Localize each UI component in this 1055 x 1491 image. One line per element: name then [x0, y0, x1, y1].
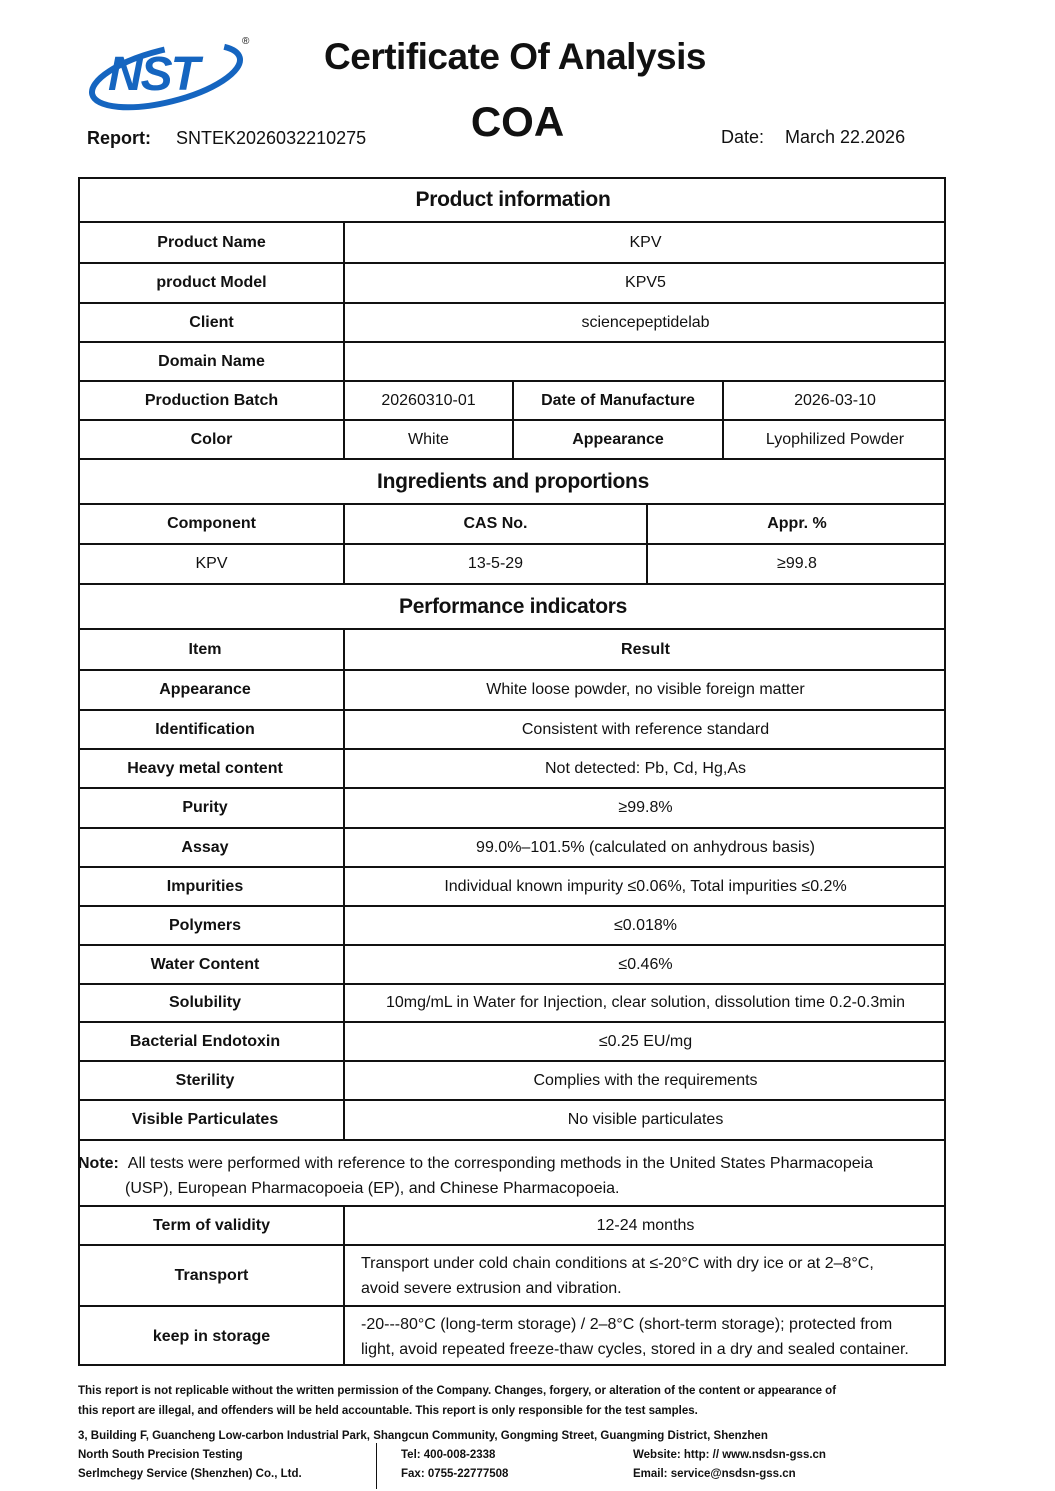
- note-label: Note:: [78, 1155, 119, 1172]
- item-polymers: Polymers: [168, 916, 242, 934]
- svg-text:®: ®: [242, 36, 250, 47]
- storage-label: keep in storage: [152, 1327, 271, 1345]
- result-header: Result: [621, 640, 670, 658]
- product-info-heading: Product information: [415, 188, 611, 211]
- cas-value: 13-5-29: [467, 555, 524, 572]
- item-water-content: Water Content: [150, 955, 260, 973]
- appearance-label: Appearance: [572, 430, 664, 448]
- performance-heading: Performance indicators: [399, 594, 627, 618]
- item-appearance: Appearance: [159, 681, 251, 698]
- company-website: Website: http: // www.nsdsn-gss.cn: [633, 1449, 826, 1461]
- storage-line1: -20---80°C (long-term storage) / 2–8°C (short-term storage); protected from: [361, 1315, 893, 1333]
- item-heavy-metal: Heavy metal content: [127, 759, 283, 777]
- cas-header: CAS No.: [463, 515, 528, 532]
- product-name-value: KPV: [629, 233, 662, 251]
- company-fax: Fax: 0755-22777508: [401, 1468, 509, 1480]
- ingredients-heading: Ingredients and proportions: [377, 469, 649, 493]
- item-header: Item: [188, 640, 222, 658]
- appr-value: ≥99.8: [777, 555, 817, 572]
- result-endotoxin: ≤0.25 EU/mg: [598, 1032, 693, 1050]
- test-note: [78, 1151, 938, 1201]
- transport-label: Transport: [174, 1266, 249, 1284]
- domain-name-value: [345, 343, 946, 380]
- product-name-label: Product Name: [157, 233, 266, 251]
- company-name-line1: North South Precision Testing: [78, 1449, 243, 1461]
- result-polymers: ≤0.018%: [613, 916, 678, 934]
- transport-line2: avoid severe extrusion and vibration.: [361, 1279, 622, 1297]
- result-heavy-metal: Not detected: Pb, Cd, Hg,As: [545, 759, 746, 777]
- term-label: Term of validity: [152, 1216, 271, 1234]
- storage-line2: light, avoid repeated freeze-thaw cycles, stored in a dry and sealed container.: [361, 1340, 909, 1358]
- result-appearance: White loose powder, no visible foreign matter: [486, 681, 805, 698]
- result-particulates: No visible particulates: [567, 1111, 724, 1128]
- domain-name-label: Domain Name: [158, 352, 265, 370]
- item-purity: Purity: [182, 799, 228, 816]
- date-label: Date:: [721, 127, 765, 147]
- result-sterility: Complies with the requirements: [533, 1071, 758, 1089]
- note-text-line2: (USP), European Pharmacopoeia (EP), and Chinese Pharmacopoeia.: [125, 1180, 620, 1197]
- document-title: Certificate Of Analysis: [324, 36, 706, 77]
- company-email: Email: service@nsdsn-gss.cn: [633, 1468, 796, 1480]
- component-value: KPV: [195, 555, 228, 572]
- manufacture-date-value: 2026-03-10: [794, 391, 876, 409]
- item-particulates: Visible Particulates: [131, 1111, 279, 1128]
- result-assay: 99.0%–101.5% (calculated on anhydrous basis): [476, 838, 815, 856]
- item-assay: Assay: [181, 838, 229, 856]
- storage-value: [345, 1307, 946, 1366]
- result-impurities: Individual known impurity ≤0.06%, Total impurities ≤0.2%: [444, 877, 847, 895]
- result-purity: ≥99.8%: [618, 799, 673, 816]
- company-logo: [86, 32, 256, 112]
- item-solubility: Solubility: [169, 994, 241, 1011]
- svg-text:NST: NST: [108, 48, 198, 101]
- product-model-value: KPV5: [625, 274, 666, 291]
- term-value: 12-24 months: [596, 1216, 695, 1234]
- color-value: White: [408, 430, 449, 448]
- manufacture-date-label: Date of Manufacture: [541, 391, 695, 409]
- product-model-label: product Model: [156, 274, 267, 291]
- appr-header: Appr. %: [767, 515, 827, 532]
- disclaimer-line2: this report are illegal, and offenders will be held accountable. This report is only responsible for the test samples.: [78, 1405, 698, 1417]
- disclaimer-line1: This report is not replicable without the written permission of the Company. Changes, forgery, or alteration of the content or appearance of: [78, 1385, 837, 1397]
- appearance-value: Lyophilized Powder: [765, 430, 905, 448]
- company-name-line2: Serlmchegy Service (Shenzhen) Co., Ltd.: [78, 1468, 302, 1480]
- color-label: Color: [190, 430, 233, 448]
- company-address: 3, Building F, Guancheng Low-carbon Industrial Park, Shangcun Community, Gongming Street, Guangming District, Shenzhen: [78, 1430, 768, 1442]
- production-batch-value: 20260310-01: [381, 391, 476, 409]
- report-number: SNTEK2026032210275: [176, 128, 367, 148]
- production-batch-label: Production Batch: [144, 391, 279, 409]
- item-impurities: Impurities: [166, 877, 244, 895]
- note-text-line1: All tests were performed with reference to the corresponding methods in the United States Pharmacopeia: [127, 1155, 874, 1172]
- client-label: Client: [189, 313, 234, 331]
- report-label: Report:: [87, 128, 151, 148]
- result-identification: Consistent with reference standard: [521, 720, 770, 738]
- component-header: Component: [167, 515, 256, 532]
- result-solubility: 10mg/mL in Water for Injection, clear solution, dissolution time 0.2-0.3min: [385, 994, 906, 1011]
- footer-divider: [376, 1443, 377, 1489]
- result-water-content: ≤0.46%: [618, 955, 673, 973]
- document-subtitle: COA: [470, 98, 565, 145]
- item-identification: Identification: [155, 720, 255, 738]
- company-tel: Tel: 400-008-2338: [401, 1449, 496, 1461]
- item-sterility: Sterility: [175, 1071, 235, 1089]
- disclaimer: [78, 1381, 946, 1421]
- item-endotoxin: Bacterial Endotoxin: [129, 1032, 281, 1050]
- transport-line1: Transport under cold chain conditions at ≤-20°C with dry ice or at 2–8°C,: [361, 1254, 874, 1272]
- date-value: March 22.2026: [785, 127, 906, 147]
- transport-value: [345, 1246, 946, 1305]
- client-value: sciencepeptidelab: [581, 313, 710, 331]
